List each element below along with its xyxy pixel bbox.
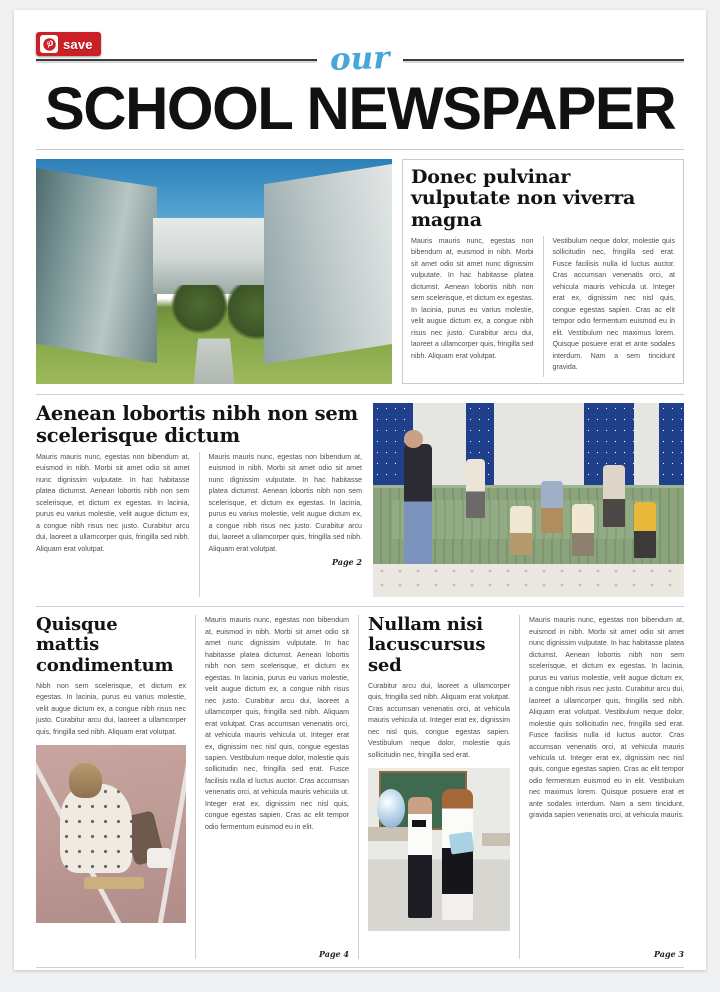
pinterest-save-button[interactable] xyxy=(36,32,101,56)
desk xyxy=(368,827,408,842)
child-figure xyxy=(572,504,594,556)
child-shoe xyxy=(147,848,171,868)
courtyard-tree xyxy=(228,285,285,344)
child-head xyxy=(69,763,102,799)
lead-article xyxy=(36,159,684,384)
masthead-bottom-rule xyxy=(36,149,684,150)
child-torso xyxy=(60,784,132,873)
masthead-rule-left xyxy=(36,59,317,63)
pupil-girl xyxy=(442,789,473,919)
skateboard xyxy=(84,877,144,889)
bottom-right-article xyxy=(358,615,510,959)
bottom-left-headline: Quisque mattis condimentum xyxy=(36,614,174,676)
child-figure xyxy=(466,459,485,517)
page-title: SCHOOL NEWSPAPER xyxy=(44,75,676,142)
classroom-photo xyxy=(373,403,684,597)
mid-page-number: Page 2 xyxy=(331,557,362,568)
school-courtyard-photo xyxy=(36,159,392,384)
pupil-boy xyxy=(408,797,432,918)
bottom-left-column-2: Mauris mauris nunc, egestas non bibendum at, euismod in nibh. Morbi sit amet odio sit amet nunc dignissim vulputate. In hac habitasse platea dictumst. Aenean lobortis nibh non sem scelerisque, et dictum ex egestas. In lacinia, purus eu varius molestie, velit augue dictum ex, a congue nibh risus nec justo. Curabitur arcu dui, laoreet a ullamcorper quis, fringilla sed nibh. Aliquam erat volutpat. Cras accumsan venenatis orci, at vehicula mauris vehicula ut. Integer erat ex, dignissim nec nisl quis, congue egestas sapien. Vestibulum neque dolor, molestie quis sollicitudin nec, fringilla sed erat. Fusce facilisis nulla id luctus auctor. Cras accumsan venenatis orci, at vehicula mauris vehicula ut. Integer erat ex, dignissim nec nisl quis, congue egestas sapien. Cras ac elit tempor odio fermentum euismod eu in elit. xyxy=(205,616,349,831)
bottom-left-article xyxy=(36,615,186,959)
mid-article xyxy=(36,403,684,597)
mid-column-1: Mauris mauris nunc, egestas non bibendum at, euismod in nibh. Morbi sit amet odio sit amet nunc dignissim vulputate. In hac habitasse platea dictumst. Aenean lobortis nibh non sem scelerisque, et dictum ex egestas. In lacinia, purus eu varius molestie, velit augue dictum ex, a congue nibh risus nec justo. Curabitur arcu dui, laoreet a ullamcorper quis, fringilla sed nibh. Aliquam erat volutpat. xyxy=(36,452,190,553)
mid-text-block xyxy=(36,403,362,597)
bottom-right-column-2: Mauris mauris nunc, egestas non bibendum at, euismod in nibh. Morbi sit amet odio sit amet nunc dignissim vulputate. In hac habitasse platea dictumst. Aenean lobortis nibh non sem scelerisque, et dictum ex egestas. In lacinia, purus eu varius molestie, velit augue dictum ex, a congue nibh risus nec justo. Curabitur arcu dui, laoreet a ullamcorper quis, fringilla sed nibh. Aliquam erat volutpat. Vestibulum neque dolor, molestie quis sollicitudin nec, fringilla sed erat. Fusce facilisis nulla id luctus auctor. Cras accumsan venenatis orci, at vehicula mauris vehicula ut. Integer erat ex, dignissim nec nisl quis, congue egestas sapien. Cras ac elit tempor odio fermentum euismod eu in elit. Vestibulum nec maximus lorem. Quisque posuere erat et ante sodales interdum. Nam a sem tincidunt, gravida sapien venenatis orci, at vehicula mauris. xyxy=(529,616,684,820)
bottom-left-column-1: Nibh non sem scelerisque, et dictum ex egestas. In lacinia, purus eu varius molestie, velit augue dictum ex, a congue nibh risus nec justo. Curabitur arcu dui, laoreet a ullamcorper quis, fringilla sed nibh. Aliquam erat volutpat. xyxy=(36,681,186,736)
bottom-right-headline: Nullam nisi lacuscursus sed xyxy=(368,614,486,676)
bottom-left-column-2-wrap xyxy=(195,615,349,959)
bottom-section xyxy=(36,615,684,959)
newspaper-page xyxy=(14,10,706,970)
masthead-rule-right xyxy=(403,59,684,63)
lead-text-block xyxy=(402,159,684,384)
lead-column-2: Vestibulum neque dolor, molestie quis sollicitudin nec, fringilla sed erat. Fusce facilisis nulla id luctus auctor. Cras accumsan venenatis orci, at vehicula mauris vehicula ut. Integer erat ex, dignissim nec nisl quis, congue egestas sapien. Cras ac elit tempor odio fermentum euismod eu in elit. Vestibulum nec maximus lorem. Quisque posuere erat et ante sodales interdum. Nam a sem tincidunt gravida. xyxy=(543,236,676,377)
bottom-right-page-number: Page 3 xyxy=(653,949,684,960)
teacher-head xyxy=(404,430,423,447)
courtyard-path xyxy=(194,338,235,384)
desk xyxy=(482,833,510,846)
bow-tie xyxy=(412,820,426,827)
courtyard-far-building xyxy=(153,218,274,295)
courtyard-tree xyxy=(171,285,228,335)
lead-columns xyxy=(411,236,675,377)
pupils-globe-photo xyxy=(368,768,510,931)
mid-headline: Aenean lobortis nibh non sem scelerisque dictum xyxy=(36,402,358,448)
lead-column-1: Mauris mauris nunc, egestas non bibendum at, euismod in nibh. Morbi sit amet odio sit amet nunc dignissim vulputate. In hac habitasse platea dictumst. Aenean lobortis nibh non sem scelerisque, et dictum ex egestas. In lacinia, purus eu varius molestie, velit augue dictum ex, a congue nibh risus nec justo. Curabitur arcu dui, laoreet a ullamcorper quis, fringilla sed nibh. Aliquam erat volutpat. xyxy=(411,236,534,360)
bottom-right-column-2-wrap xyxy=(519,615,684,959)
section-divider-2 xyxy=(36,606,684,607)
mid-columns xyxy=(36,452,362,597)
section-divider-3 xyxy=(36,967,684,968)
child-figure xyxy=(510,506,532,555)
child-figure xyxy=(634,502,656,558)
masthead xyxy=(36,24,684,150)
masthead-kicker-row xyxy=(36,39,684,78)
lead-headline: Donec pulvinar vulputate non viverra magna xyxy=(411,166,636,231)
classroom-floor xyxy=(373,564,684,597)
folder xyxy=(449,832,474,855)
mid-column-2: Mauris mauris nunc, egestas non bibendum at, euismod in nibh. Morbi sit amet odio sit amet nunc dignissim vulputate. In hac habitasse platea dictumst. Aenean lobortis nibh non sem scelerisque, et dictum ex egestas. In lacinia, purus eu varius molestie, velit augue dictum ex, a congue nibh risus nec justo. Curabitur arcu dui, laoreet a ullamcorper quis, fringilla sed nibh. Aliquam erat volutpat. xyxy=(208,452,362,553)
mid-column-2-wrap xyxy=(199,452,363,597)
child-figure xyxy=(541,481,563,533)
masthead-kicker: our xyxy=(329,39,391,78)
pinterest-icon xyxy=(40,35,58,53)
bottom-right-column-1: Curabitur arcu dui, laoreet a ullamcorper quis, fringilla sed nibh. Aliquam erat volutpat. Cras accumsan venenatis orci, at vehicula mauris vehicula ut. Integer erat ex, dignissim nec nisl quis, congue egestas sapien. Vestibulum neque dolor, molestie quis sollicitudin nec, fringilla sed erat. xyxy=(368,681,510,759)
child-figure xyxy=(603,465,625,527)
bottom-left-page-number: Page 4 xyxy=(318,949,349,960)
teacher-figure xyxy=(404,444,432,564)
section-divider-1 xyxy=(36,394,684,395)
globe xyxy=(377,789,405,828)
skateboard-photo xyxy=(36,745,186,923)
pinterest-save-label: save xyxy=(63,36,93,52)
